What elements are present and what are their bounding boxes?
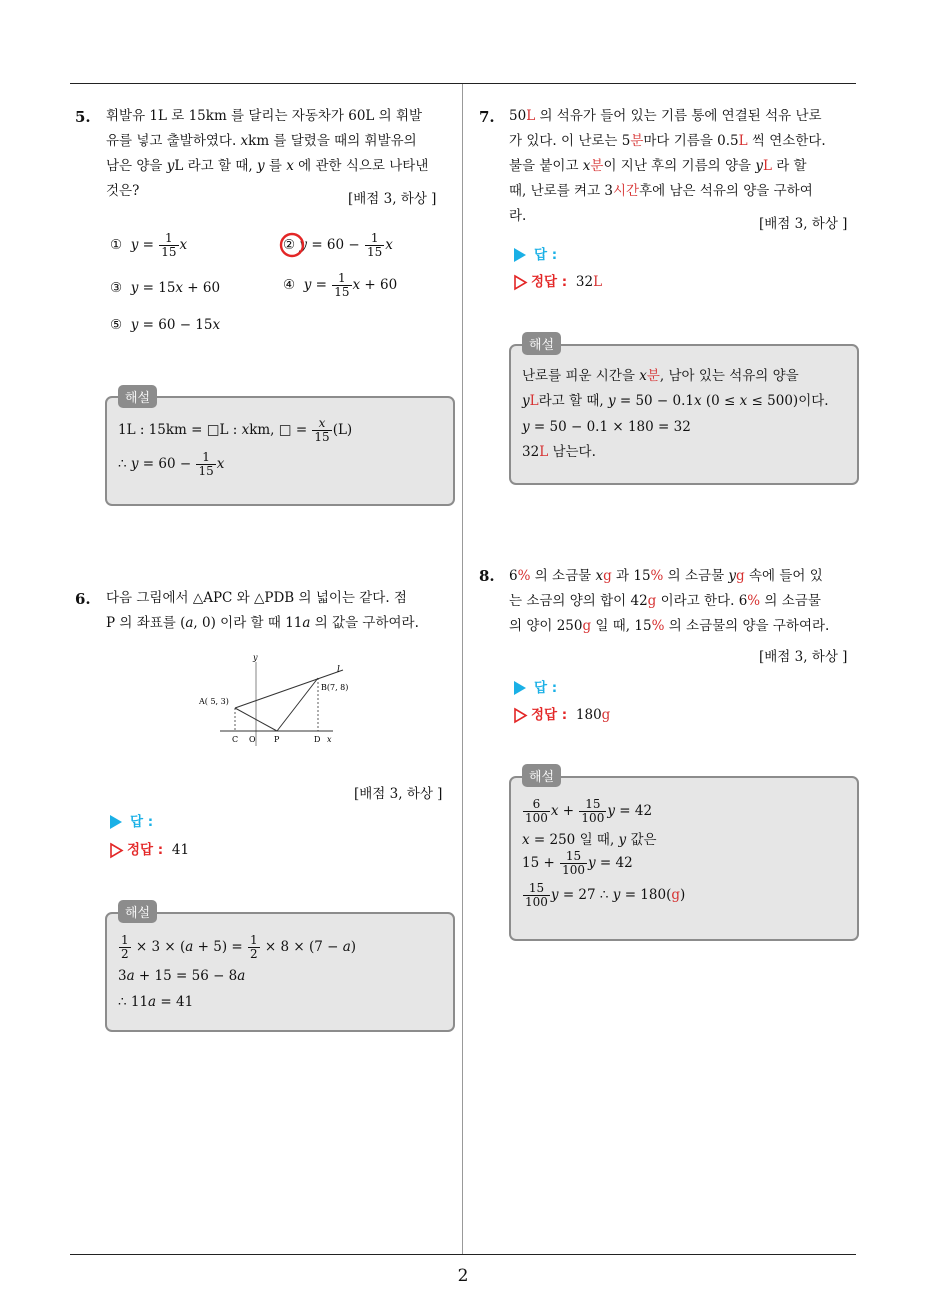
label-P: P	[274, 735, 280, 744]
text: 의 소금물의 양을 구하여라.	[664, 618, 830, 634]
answer-circle-mark	[278, 231, 306, 259]
fraction	[523, 882, 550, 909]
correct-label: 정답 :	[127, 842, 164, 858]
text: 후에 남은 석유의 양을 구하여	[639, 183, 813, 199]
q5-line: 휘발유 1L 로 15km 를 달리는 자동차가 60L 의 휘발	[106, 108, 423, 124]
unit: %	[517, 568, 531, 584]
unit: g	[736, 568, 745, 584]
option-text: 𝑦 = 60 −	[299, 237, 364, 253]
column-divider	[462, 84, 463, 1254]
q7-line	[509, 179, 861, 204]
fraction	[196, 451, 215, 478]
play-icon	[110, 815, 122, 829]
unit: %	[650, 568, 664, 584]
q6-line: 다음 그림에서 △APC 와 △PDB 의 넓이는 같다. 점	[106, 590, 407, 606]
expl-text: 𝑥	[216, 456, 225, 472]
fraction	[560, 850, 587, 877]
play-icon	[514, 248, 526, 262]
unit: L	[762, 158, 772, 174]
q7-explanation-line-2	[522, 390, 829, 412]
q8-answer-row[interactable]	[514, 676, 557, 696]
expl-text: × 3 × (𝑎 + 5) =	[131, 939, 247, 955]
question-8-text	[509, 564, 861, 639]
q6-explanation-line-1	[118, 934, 356, 961]
text: 남는다.	[548, 444, 596, 460]
q8-correct-row	[514, 703, 610, 723]
q5-explanation-tag: 해설	[118, 385, 157, 408]
q6-explanation-line-2: 3𝑎 + 15 = 56 − 8𝑎	[118, 968, 246, 984]
option-mark: ②	[283, 237, 296, 253]
correct-value	[576, 707, 610, 723]
option-text: 𝑦 =	[130, 237, 159, 253]
numerator: 1	[249, 933, 258, 947]
text: 과 15	[611, 568, 651, 584]
q8-explanation-line-2: 𝑥 = 250 일 때, 𝑦 값은	[522, 832, 657, 848]
text: 의 소금물 𝑥	[530, 568, 604, 584]
q6-figure	[195, 648, 349, 748]
denominator: 100	[581, 811, 605, 825]
q7-line: 라.	[509, 208, 527, 224]
correct-label: 정답 :	[531, 707, 568, 723]
expl-text: × 8 × (7 − 𝑎)	[260, 939, 357, 955]
numerator: 15	[560, 850, 587, 864]
q5-score-meta: [배점 3, 하상 ]	[348, 191, 437, 207]
option-text: 𝑥 + 60	[352, 277, 398, 293]
q7-explanation-line-4	[522, 441, 596, 463]
value: 32	[575, 274, 594, 290]
fraction	[248, 934, 260, 961]
q8-explanation-line-1	[522, 798, 652, 825]
q7-line	[509, 154, 861, 179]
q8-line	[509, 564, 861, 589]
numerator: 𝑥	[312, 417, 331, 431]
question-number-6: 6.	[75, 590, 91, 608]
fraction	[332, 272, 351, 299]
expl-text: ∴ 𝑦 = 60 −	[118, 456, 196, 472]
q8-explanation-line-4	[522, 882, 685, 909]
expl-text: (L)	[332, 422, 353, 438]
text: 불을 붙이고 𝑥	[509, 158, 591, 174]
q6-score-meta: [배점 3, 하상 ]	[354, 786, 443, 802]
denominator: 2	[121, 947, 129, 961]
unit: 분	[590, 158, 604, 174]
denominator: 15	[367, 245, 383, 259]
text: 의 석유가 들어 있는 기름 통에 연결된 석유 난로	[535, 108, 822, 124]
unit: g	[582, 618, 592, 634]
unit: 시간	[613, 183, 640, 199]
numerator: 1	[159, 232, 178, 246]
unit: L	[526, 108, 536, 124]
question-number-5: 5.	[75, 108, 91, 126]
denominator: 100	[525, 895, 548, 909]
denominator: 100	[562, 863, 585, 877]
unit: L	[738, 133, 748, 149]
q5-explanation-line-2	[118, 451, 224, 478]
label-O: O	[249, 735, 256, 744]
text: 의 소금물 𝑦	[663, 568, 737, 584]
fraction	[523, 798, 550, 825]
q7-line	[509, 129, 861, 154]
text: 난로를 피운 시간을 𝑥	[522, 368, 647, 384]
answer-label: 답 :	[534, 680, 558, 696]
text: 𝑦	[522, 393, 530, 409]
q7-answer-row[interactable]	[514, 243, 557, 263]
unit: g	[671, 887, 680, 903]
option-mark: ③	[110, 280, 123, 296]
unit: 분	[646, 368, 660, 384]
text: 마다 기름을 0.5	[643, 133, 739, 149]
label-l: 𝑙	[337, 665, 340, 675]
text: 라고 할 때, 𝑦 = 50 − 0.1𝑥 (0 ≤ 𝑥 ≤ 500)이다.	[538, 393, 829, 409]
expl-text: )	[680, 887, 686, 903]
text: 라 할	[771, 158, 807, 174]
answer-label: 답 :	[534, 247, 558, 263]
fraction	[365, 232, 384, 259]
label-x: 𝑥	[327, 735, 332, 744]
q7-correct-row	[514, 270, 602, 290]
page-number: 2	[457, 1266, 469, 1286]
text: 이라고 한다. 6	[656, 593, 748, 609]
play-icon	[514, 681, 526, 695]
option-mark: ①	[110, 237, 123, 253]
value: 180	[575, 707, 602, 723]
q7-explanation-line-3: 𝑦 = 50 − 0.1 × 180 = 32	[522, 419, 691, 435]
outline-play-icon	[514, 275, 527, 290]
outline-play-icon	[110, 843, 123, 858]
q8-line	[509, 589, 861, 614]
numerator: 1	[121, 933, 129, 947]
q7-explanation-line-1	[522, 365, 799, 387]
q6-correct-row	[110, 838, 189, 858]
text: 는 소금의 양의 합이 42	[509, 593, 648, 609]
denominator: 100	[525, 811, 548, 825]
answer-label: 답 :	[130, 814, 154, 830]
q5-option-5[interactable]	[110, 317, 220, 333]
outline-play-icon	[514, 708, 527, 723]
question-number-8: 8.	[479, 567, 495, 585]
option-mark: ⑤	[110, 317, 123, 333]
text: 의 소금물	[760, 593, 821, 609]
expl-text: 𝑦 = 42	[607, 803, 653, 819]
option-mark: ④	[283, 277, 296, 293]
unit: %	[651, 618, 665, 634]
numerator: 1	[332, 272, 351, 286]
fraction	[159, 232, 178, 259]
q8-score-meta: [배점 3, 하상 ]	[759, 649, 848, 665]
label-D: D	[314, 735, 321, 744]
unit: g	[603, 568, 612, 584]
q5-option-2[interactable]	[283, 232, 393, 259]
option-text: 𝑥	[385, 237, 393, 253]
q6-explanation-tag: 해설	[118, 900, 157, 923]
label-y: 𝑦	[253, 653, 258, 662]
text: 이 지난 후의 기름의 양을 𝑦	[603, 158, 763, 174]
q5-line: 남은 양을 𝑦L 라고 할 때, 𝑦 를 𝑥 에 관한 식으로 나타낸	[106, 158, 429, 174]
q5-line: 유를 넣고 출발하였다. 𝑥km 를 달렸을 때의 휘발유의	[106, 133, 417, 149]
unit: g	[601, 707, 611, 723]
label-A: A( 5, 3)	[199, 697, 229, 706]
numerator: 15	[579, 798, 606, 812]
unit: %	[747, 593, 761, 609]
expl-text: 𝑥 +	[550, 803, 579, 819]
label-C: C	[232, 735, 239, 744]
denominator: 15	[334, 285, 350, 299]
correct-value	[576, 274, 602, 290]
q7-score-meta: [배점 3, 하상 ]	[759, 216, 848, 232]
unit: 분	[630, 133, 644, 149]
option-text: 𝑦 =	[303, 277, 332, 293]
q7-line	[509, 104, 861, 129]
q5-line: 것은?	[106, 183, 140, 199]
correct-label: 정답 :	[531, 274, 568, 290]
question-7-text	[509, 104, 861, 229]
q7-explanation-tag: 해설	[522, 332, 561, 355]
text: 가 있다. 이 난로는 5	[509, 133, 631, 149]
expl-text: 𝑦 = 42	[587, 855, 633, 871]
text: 50	[509, 108, 527, 124]
q5-explanation-line-1	[118, 417, 352, 444]
text: 6	[509, 568, 518, 584]
text: 의 양이 250	[509, 618, 583, 634]
label-B: B(7, 8)	[321, 683, 349, 692]
question-number-7: 7.	[479, 108, 495, 126]
text: 32	[522, 444, 540, 460]
q6-answer-row[interactable]	[110, 810, 153, 830]
text: 씩 연소한다.	[747, 133, 826, 149]
denominator: 15	[161, 245, 177, 259]
fraction	[312, 417, 331, 444]
q8-line	[509, 614, 861, 639]
expl-text: 𝑦 = 27 ∴ 𝑦 = 180(	[550, 887, 672, 903]
option-text: 𝑥	[179, 237, 188, 253]
unit: L	[529, 393, 539, 409]
top-rule	[70, 83, 856, 84]
q5-option-4[interactable]	[283, 272, 397, 299]
q5-option-1[interactable]	[110, 232, 187, 259]
denominator: 2	[249, 947, 258, 961]
correct-value: 41	[171, 842, 190, 858]
unit: L	[593, 274, 603, 290]
option-text: 𝑦 = 60 − 15𝑥	[130, 317, 221, 333]
numerator: 1	[196, 451, 215, 465]
option-text: 𝑦 = 15𝑥 + 60	[130, 280, 221, 296]
q5-option-3[interactable]	[110, 280, 220, 296]
bottom-rule	[70, 1254, 856, 1255]
numerator: 15	[523, 882, 550, 896]
q6-line: P 의 좌표를 (𝑎, 0) 이라 할 때 11𝑎 의 값을 구하여라.	[106, 615, 419, 631]
unit: g	[647, 593, 657, 609]
text: , 남아 있는 석유의 양을	[659, 368, 799, 384]
numerator: 1	[365, 232, 384, 246]
expl-text: 1L : 15km = □L : 𝑥km, □ =	[118, 422, 312, 438]
text: 일 때, 15	[591, 618, 652, 634]
denominator: 15	[198, 464, 214, 478]
denominator: 15	[314, 430, 330, 444]
question-6-text	[106, 586, 456, 636]
q8-explanation-tag: 해설	[522, 764, 561, 787]
numerator: 6	[523, 798, 550, 812]
text: 때, 난로를 켜고 3	[509, 183, 613, 199]
fraction	[579, 798, 606, 825]
q8-explanation-line-3	[522, 850, 633, 877]
fraction	[119, 934, 131, 961]
unit: L	[539, 444, 549, 460]
expl-text: 15 +	[522, 855, 560, 871]
text: 속에 들어 있	[744, 568, 823, 584]
q6-explanation-line-3: ∴ 11𝑎 = 41	[118, 994, 194, 1010]
